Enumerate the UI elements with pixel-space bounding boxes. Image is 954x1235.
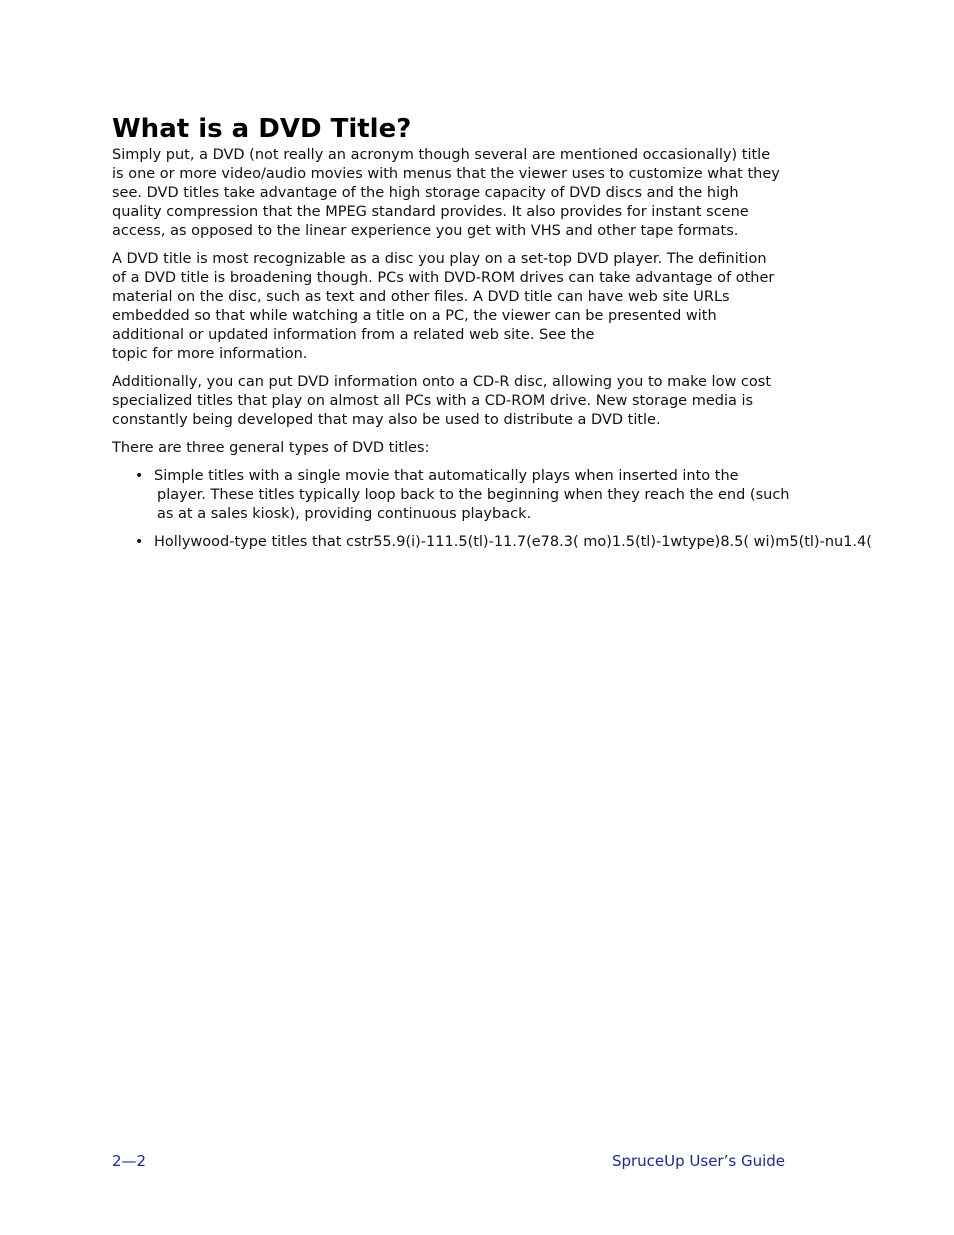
paragraph-set-top-player — [112, 250, 852, 364]
text-line: Additionally, you can put DVD information onto a CD-R disc, allowing you to make low cost — [112, 374, 772, 390]
text-line: Simply put, a DVD (not really an acronym though several are mentioned occasionally) title — [112, 147, 771, 163]
paragraph-cd-r — [112, 373, 852, 430]
text-line: material on the disc, such as text and other files. A DVD title can have web site URLs — [112, 289, 730, 305]
text-line: quality compression that the MPEG standard provides. It also provides for instant scene — [112, 204, 749, 220]
text-line: constantly being developed that may also be used to distribute a DVD title. — [112, 412, 661, 428]
bullet-glyph: • — [135, 534, 144, 550]
title-types-list — [112, 467, 872, 552]
text-line: as at a sales kiosk), providing continuous playback. — [157, 506, 532, 522]
text-line: of a DVD title is broadening though. PCs with DVD-ROM drives can take advantage of other — [112, 270, 775, 286]
paragraph-types-intro — [112, 439, 852, 458]
text-line: Hollywood-type titles that cstr55.9(i)-111.5(tl)-11.7(e78.3( mo)1.5(tl)-1wtype)8.5( wi)m5(tl)-nu1.4( — [154, 534, 872, 550]
text-line: additional or updated information from a related web site. See the — [112, 327, 595, 343]
text-line: specialized titles that play on almost all PCs with a CD-ROM drive. New storage media is — [112, 393, 754, 409]
text-line: There are three general types of DVD titles: — [112, 440, 430, 456]
text-line: embedded so that while watching a title on a PC, the viewer can be presented with — [112, 308, 717, 324]
footer-page-number: 2—2 — [112, 1152, 147, 1170]
bullet-glyph: • — [135, 468, 144, 484]
text-line: access, as opposed to the linear experience you get with VHS and other tape formats. — [112, 223, 739, 239]
list-item — [112, 533, 872, 552]
paragraph-definition — [112, 146, 852, 241]
page-heading: What is a DVD Title? — [112, 114, 412, 144]
footer-guide-title: SpruceUp User’s Guide — [611, 1152, 785, 1170]
text-line: Simple titles with a single movie that automatically plays when inserted into the — [154, 468, 739, 484]
text-line: A DVD title is most recognizable as a disc you play on a set-top DVD player. The definition — [112, 251, 767, 267]
text-line: topic for more information. — [112, 346, 308, 362]
text-line: is one or more video/audio movies with menus that the viewer uses to customize what they — [112, 166, 780, 182]
body-content — [112, 146, 872, 561]
text-line: player. These titles typically loop back to the beginning when they reach the end (such — [157, 487, 790, 503]
list-item — [112, 467, 852, 524]
text-line: see. DVD titles take advantage of the high storage capacity of DVD discs and the high — [112, 185, 739, 201]
